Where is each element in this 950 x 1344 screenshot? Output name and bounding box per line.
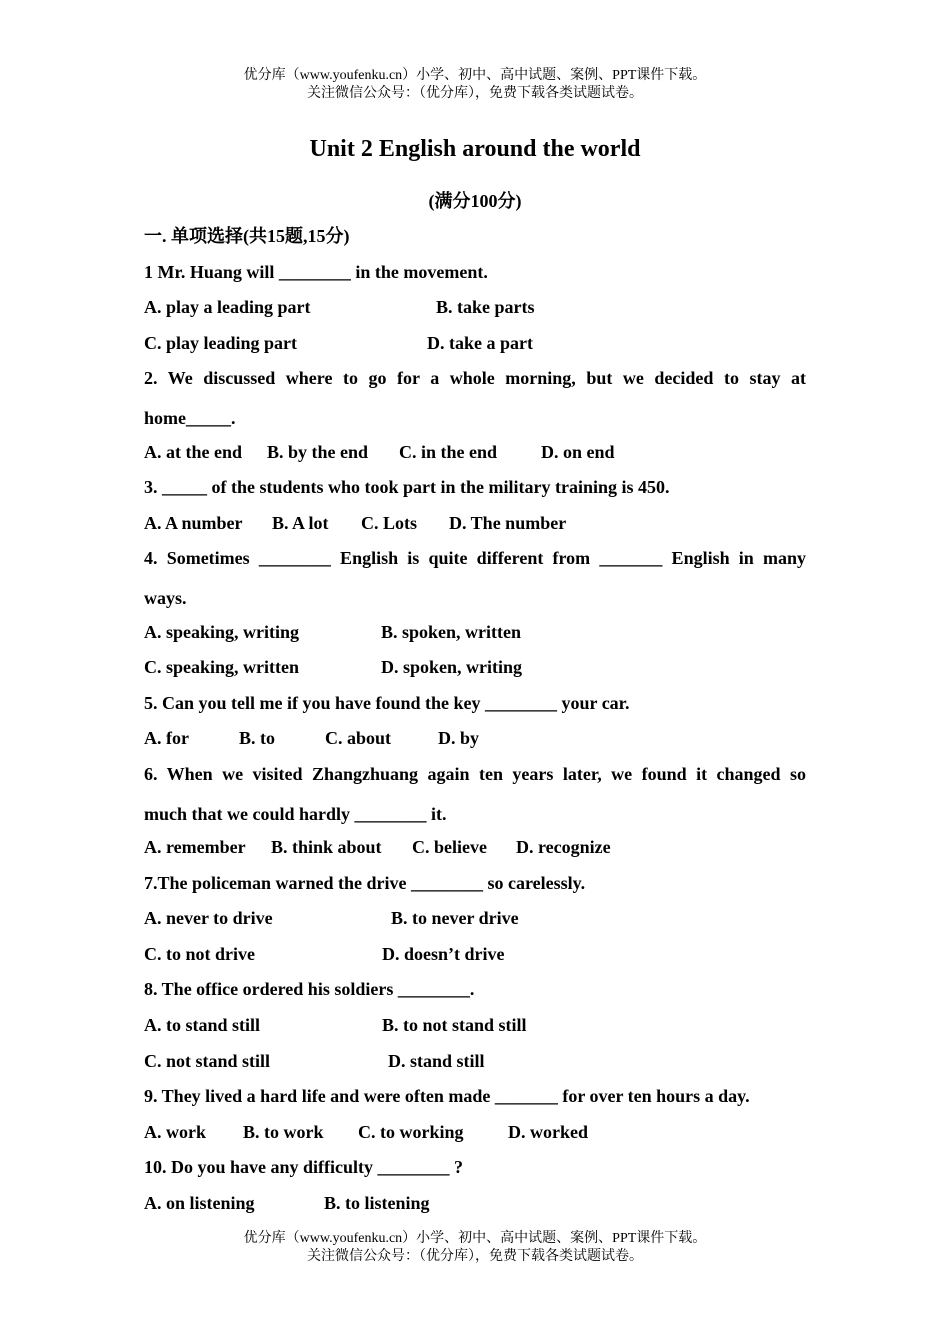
question-10-stem: 10. Do you have any difficulty ________ ? [144,1157,464,1178]
option-a: A. at the end [144,441,242,462]
footer-line-1: 优分库（www.youfenku.cn）小学、初中、高中试题、案例、PPT课件下载。 [243,1231,707,1246]
option-d: D. stand still [388,1050,485,1071]
question-1-stem: 1 Mr. Huang will ________ in the movement. [144,261,488,282]
question-4-stem-line-2: ways. [144,587,187,608]
option-b: B. to work [243,1121,324,1142]
option-b: B. take parts [436,297,535,318]
option-a: A. play a leading part [144,297,311,318]
option-b: B. to never drive [391,908,519,929]
option-a: A. A number [144,512,243,533]
option-a: A. on listening [144,1193,255,1214]
page-header [0,67,950,103]
question-4-stem-line-1: 4. Sometimes ________ English is quite different from _______ English in many [144,548,806,569]
question-2-stem-line-1: 2. We discussed where to go for a whole morning, but we decided to stay at [144,368,806,389]
question-10-options [144,1187,806,1223]
question-9-stem: 9. They lived a hard life and were often made _______ for over ten hours a day. [144,1086,750,1107]
question-5-stem: 5. Can you tell me if you have found the key ________ your car. [144,692,630,713]
question-8-options-cd [144,1045,806,1081]
option-d: D. doesn’t drive [382,943,505,964]
option-d: D. take a part [427,332,533,353]
option-c: C. about [325,728,392,749]
question-7-options-cd [144,938,806,974]
option-a: A. for [144,728,189,749]
option-c: C. speaking, written [144,657,300,678]
question-1-options-ab [144,291,806,327]
question-8-options-ab [144,1009,806,1045]
question-3-stem: 3. _____ of the students who took part in the military training is 450. [144,477,670,498]
option-d: D. spoken, writing [381,657,523,678]
question-9-options [144,1116,806,1152]
question-4-options-ab [144,616,806,652]
option-c: C. play leading part [144,332,298,353]
page-footer [0,1230,950,1266]
question-2-stem-line-2: home_____. [144,407,236,428]
question-1-options-cd [144,327,806,363]
option-c: C. Lots [361,512,418,533]
option-d: D. on end [541,441,615,462]
document-title: Unit 2 English around the world [309,136,641,162]
question-8-stem: 8. The office ordered his soldiers ________. [144,979,475,1000]
option-b: B. think about [271,837,382,858]
question-2-options [144,436,806,472]
question-list [144,220,806,1223]
question-4-options-cd [144,651,806,687]
option-b: B. spoken, written [381,621,522,642]
option-b: B. A lot [272,512,329,533]
option-a: A. work [144,1121,206,1142]
option-a: A. never to drive [144,908,273,929]
option-a: A. remember [144,837,246,858]
option-d: D. The number [449,512,567,533]
option-b: B. by the end [267,441,369,462]
question-6-stem-line-2: much that we could hardly ________ it. [144,803,447,824]
question-7-stem: 7.The policeman warned the drive ________ so carelessly. [144,872,586,893]
header-line-1: 优分库（www.youfenku.cn）小学、初中、高中试题、案例、PPT课件下载。 [243,68,707,83]
option-d: D. worked [508,1121,588,1142]
option-c: C. in the end [399,441,498,462]
option-c: C. to working [358,1121,464,1142]
full-score: (满分100分) [428,191,522,211]
question-6-stem-line-1: 6. When we visited Zhangzhuang again ten years later, we found it changed so [144,763,806,784]
option-d: D. by [438,728,480,749]
option-c: C. to not drive [144,943,255,964]
section-heading: 一. 单项选择(共15题,15分) [144,226,350,246]
option-a: A. speaking, writing [144,621,300,642]
option-b: B. to [239,728,275,749]
option-c: C. not stand still [144,1050,271,1071]
question-6-options [144,831,806,867]
option-c: C. believe [412,837,487,858]
header-line-2: 关注微信公众号：（优分库），免费下载各类试题试卷。 [307,86,643,101]
footer-line-2: 关注微信公众号：（优分库），免费下载各类试题试卷。 [307,1249,643,1264]
question-3-options [144,507,806,543]
option-d: D. recognize [516,837,611,858]
question-7-options-ab [144,902,806,938]
option-a: A. to stand still [144,1015,261,1036]
option-b: B. to listening [324,1193,430,1214]
option-b: B. to not stand still [382,1015,527,1036]
question-5-options [144,722,806,758]
